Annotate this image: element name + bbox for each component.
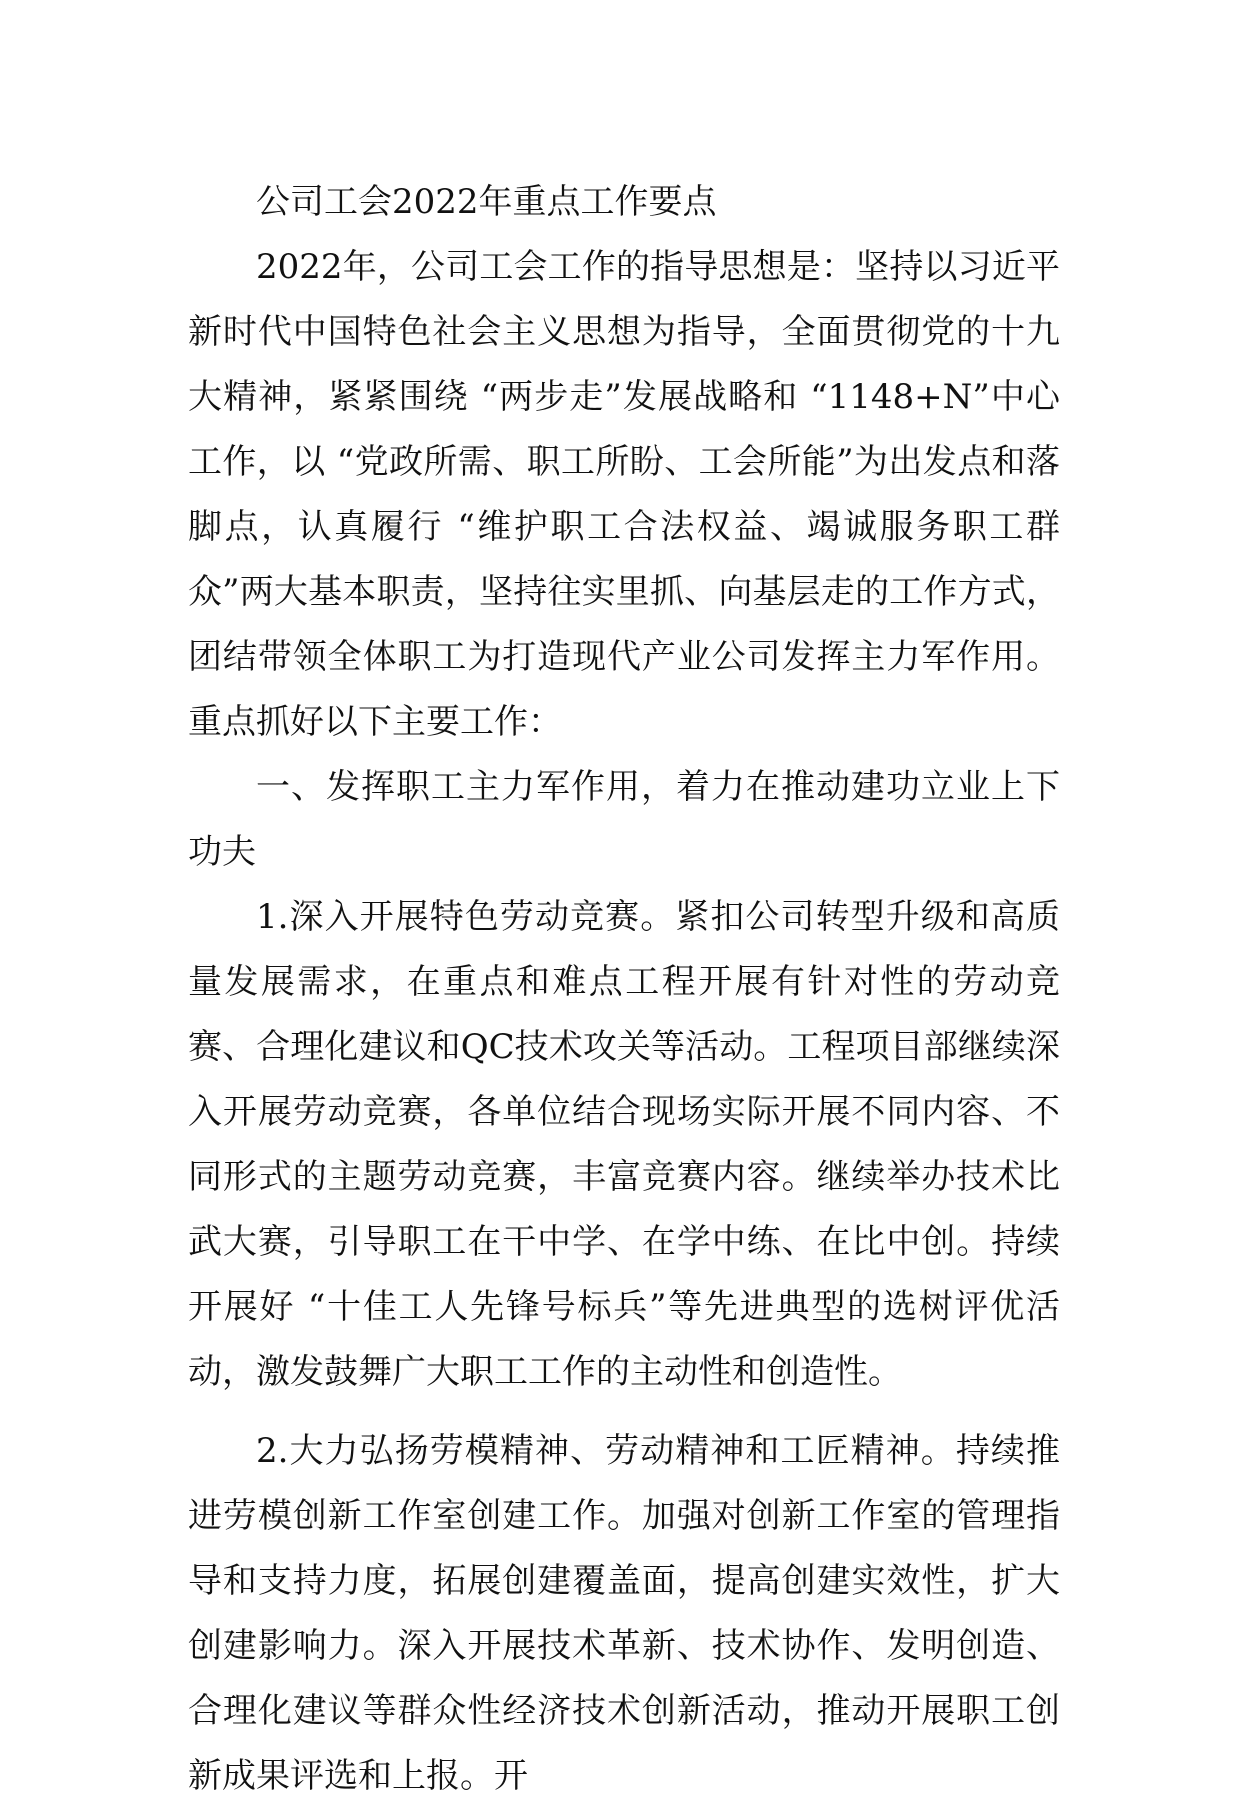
paragraph-item-1: 1.深入开展特色劳动竞赛。紧扣公司转型升级和高质量发展需求，在重点和难点工程开展有针对性的劳动竞赛、合理化建议和QC技术攻关等活动。工程项目部继续深入开展劳动竞赛，各单位结合现场实际开展不同内容、不同形式的主题劳动竞赛，丰富竞赛内容。继续举办技术比武大赛，引导职工在干中学、在学中练、在比中创。持续开展好 “十佳工人先锋号标兵”等先进典型的选树评优活动，激发鼓舞广大职工工作的主动性和创造性。 [188,897,1060,1392]
section-heading-1: 一、发挥职工主力军作用，着力在推动建功立业上下功夫 [188,767,1060,872]
paragraph-guiding-thought: 2022年，公司工会工作的指导思想是：坚持以习近平新时代中国特色社会主义思想为指导，全面贯彻党的十九大精神，紧紧围绕 “两步走”发展战略和 “1148+N”中心工作，以 “党政所需、职工所盼、工会所能”为出发点和落脚点，认真履行 “维护职工合法权益、竭诚服务职工群众”两大基本职责，坚持往实里抓、向基层走的工作方式，团结带领全体职工为打造现代产业公司发挥主力军作用。重点抓好以下主要工作： [188,247,1060,742]
paragraph-item-2: 2.大力弘扬劳模精神、劳动精神和工匠精神。持续推进劳模创新工作室创建工作。加强对创新工作室的管理指导和支持力度，拓展创建覆盖面，提高创建实效性，扩大创建影响力。深入开展技术革新、技术协作、发明创造、合理化建议等群众性经济技术创新活动，推动开展职工创新成果评选和上报。开 [188,1431,1060,1796]
document-body [188,170,1060,1809]
document-title: 公司工会2022年重点工作要点 [256,182,717,222]
